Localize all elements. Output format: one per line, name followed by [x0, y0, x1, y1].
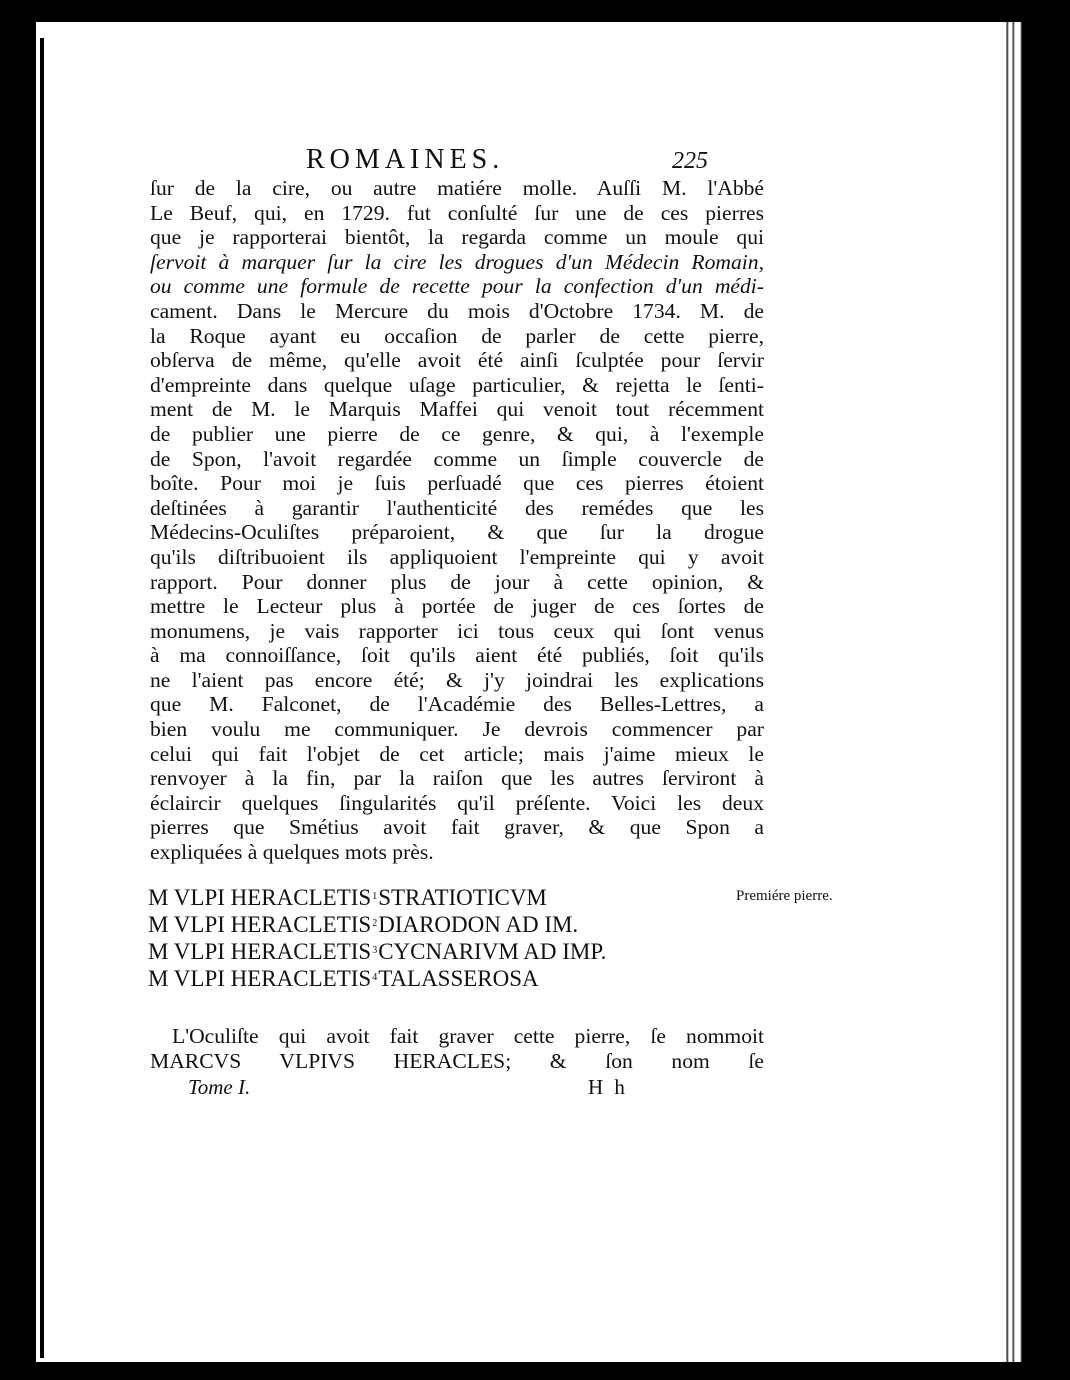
text-line: obſerva de même, qu'elle avoit été ainſi ſculptée pour ſervir [150, 348, 764, 373]
text-line: deſtinées à garantir l'authenticité des remédes que les [150, 495, 764, 520]
text-line: ſur de la cire, ou autre matiére molle. Auſſi M. l'Abbé [150, 176, 764, 200]
page-stack-edge [998, 22, 1036, 1362]
follow-paragraph [150, 1024, 764, 1073]
running-head: ROMAINES. [306, 144, 505, 175]
inscription-marker: 1 [372, 891, 378, 902]
book-page [36, 22, 1036, 1362]
inscription-text: TALASSEROSA [378, 966, 539, 991]
text-line: ſervoit à marquer ſur la cire les drogues d'un Médecin Romain, [150, 249, 764, 274]
inscription-name: M VLPI HERACLETIS [148, 939, 372, 964]
text-line: L'Oculiſte qui avoit fait graver cette pierre, ſe nommoit [172, 1024, 764, 1048]
text-line: ne l'aient pas encore été; & j'y joindrai les explications [150, 667, 764, 692]
inscription-text: CYCNARIVM AD IMP. [378, 939, 607, 964]
inscription-line [148, 938, 606, 965]
inscription-line [148, 911, 606, 938]
text-line: la Roque ayant eu occaſion de parler de cette pierre, [150, 323, 764, 348]
text-line: rapport. Pour donner plus de jour à cette opinion, & [150, 569, 764, 594]
text-line: ou comme une formule de recette pour la confection d'un médi- [150, 274, 764, 299]
volume-label: Tome I. [188, 1075, 251, 1099]
text-line: celui qui fait l'objet de cet article; mais j'aime mieux le [150, 741, 764, 766]
text-line: de publier une pierre de ce genre, & qui, à l'exemple [150, 421, 764, 446]
page-inner-edge [40, 38, 44, 1358]
page-number: 225 [672, 148, 708, 174]
main-paragraph [150, 176, 764, 865]
text-line: qu'ils diſtribuoient ils appliquoient l'empreinte qui y avoit [150, 544, 764, 569]
text-line: mettre le Lecteur plus à portée de juger de ces ſortes de [150, 594, 764, 619]
inscription-line [148, 884, 606, 911]
text-line: pierres que Smétius avoit fait graver, & que Spon a [150, 815, 764, 840]
text-line: de Spon, l'avoit regardée comme un ſimple couvercle de [150, 446, 764, 471]
inscription-name: M VLPI HERACLETIS [148, 966, 372, 991]
signature-mark: H h [588, 1075, 628, 1099]
inscription-name: M VLPI HERACLETIS [148, 912, 372, 937]
text-line: Le Beuf, qui, en 1729. fut conſulté ſur une de ces pierres [150, 200, 764, 225]
text-line: MARCVS VLPIVS HERACLES; & ſon nom ſe [150, 1048, 764, 1073]
text-line: Médecins-Oculiſtes préparoient, & que ſur la drogue [150, 520, 764, 545]
margin-note: Premiére pierre. [736, 888, 833, 904]
text-line: éclaircir quelques ſingularités qu'il préſente. Voici les deux [150, 790, 764, 815]
text-line: bien voulu me communiquer. Je devrois commencer par [150, 717, 764, 742]
inscription-marker: 4 [372, 972, 378, 983]
text-line: expliquées à quelques mots près. [150, 840, 434, 865]
inscription-line [148, 965, 606, 992]
text-line: ment de M. le Marquis Maffei qui venoit tout récemment [150, 397, 764, 422]
text-line: renvoyer à la fin, par la raiſon que les autres ſerviront à [150, 766, 764, 791]
text-line: boîte. Pour moi je ſuis perſuadé que ces pierres étoient [150, 471, 764, 496]
inscription-text: DIARODON AD IM. [378, 912, 579, 937]
inscription-block [148, 884, 606, 992]
text-line: monumens, je vais rapporter ici tous ceux qui ſont venus [150, 618, 764, 643]
inscription-text: STRATIOTICVM [378, 885, 547, 910]
inscription-marker: 2 [372, 918, 378, 929]
text-line: que je rapporterai bientôt, la regarda comme un moule qui [150, 225, 764, 250]
text-line: à ma connoiſſance, ſoit qu'ils aient été publiés, ſoit qu'ils [150, 643, 764, 668]
text-line: que M. Falconet, de l'Académie des Belles-Lettres, a [150, 692, 764, 717]
text-line: cament. Dans le Mercure du mois d'Octobre 1734. M. de [150, 298, 764, 323]
inscription-marker: 3 [372, 945, 378, 956]
inscription-name: M VLPI HERACLETIS [148, 885, 372, 910]
text-line: d'empreinte dans quelque uſage particulier, & rejetta le ſenti- [150, 372, 764, 397]
